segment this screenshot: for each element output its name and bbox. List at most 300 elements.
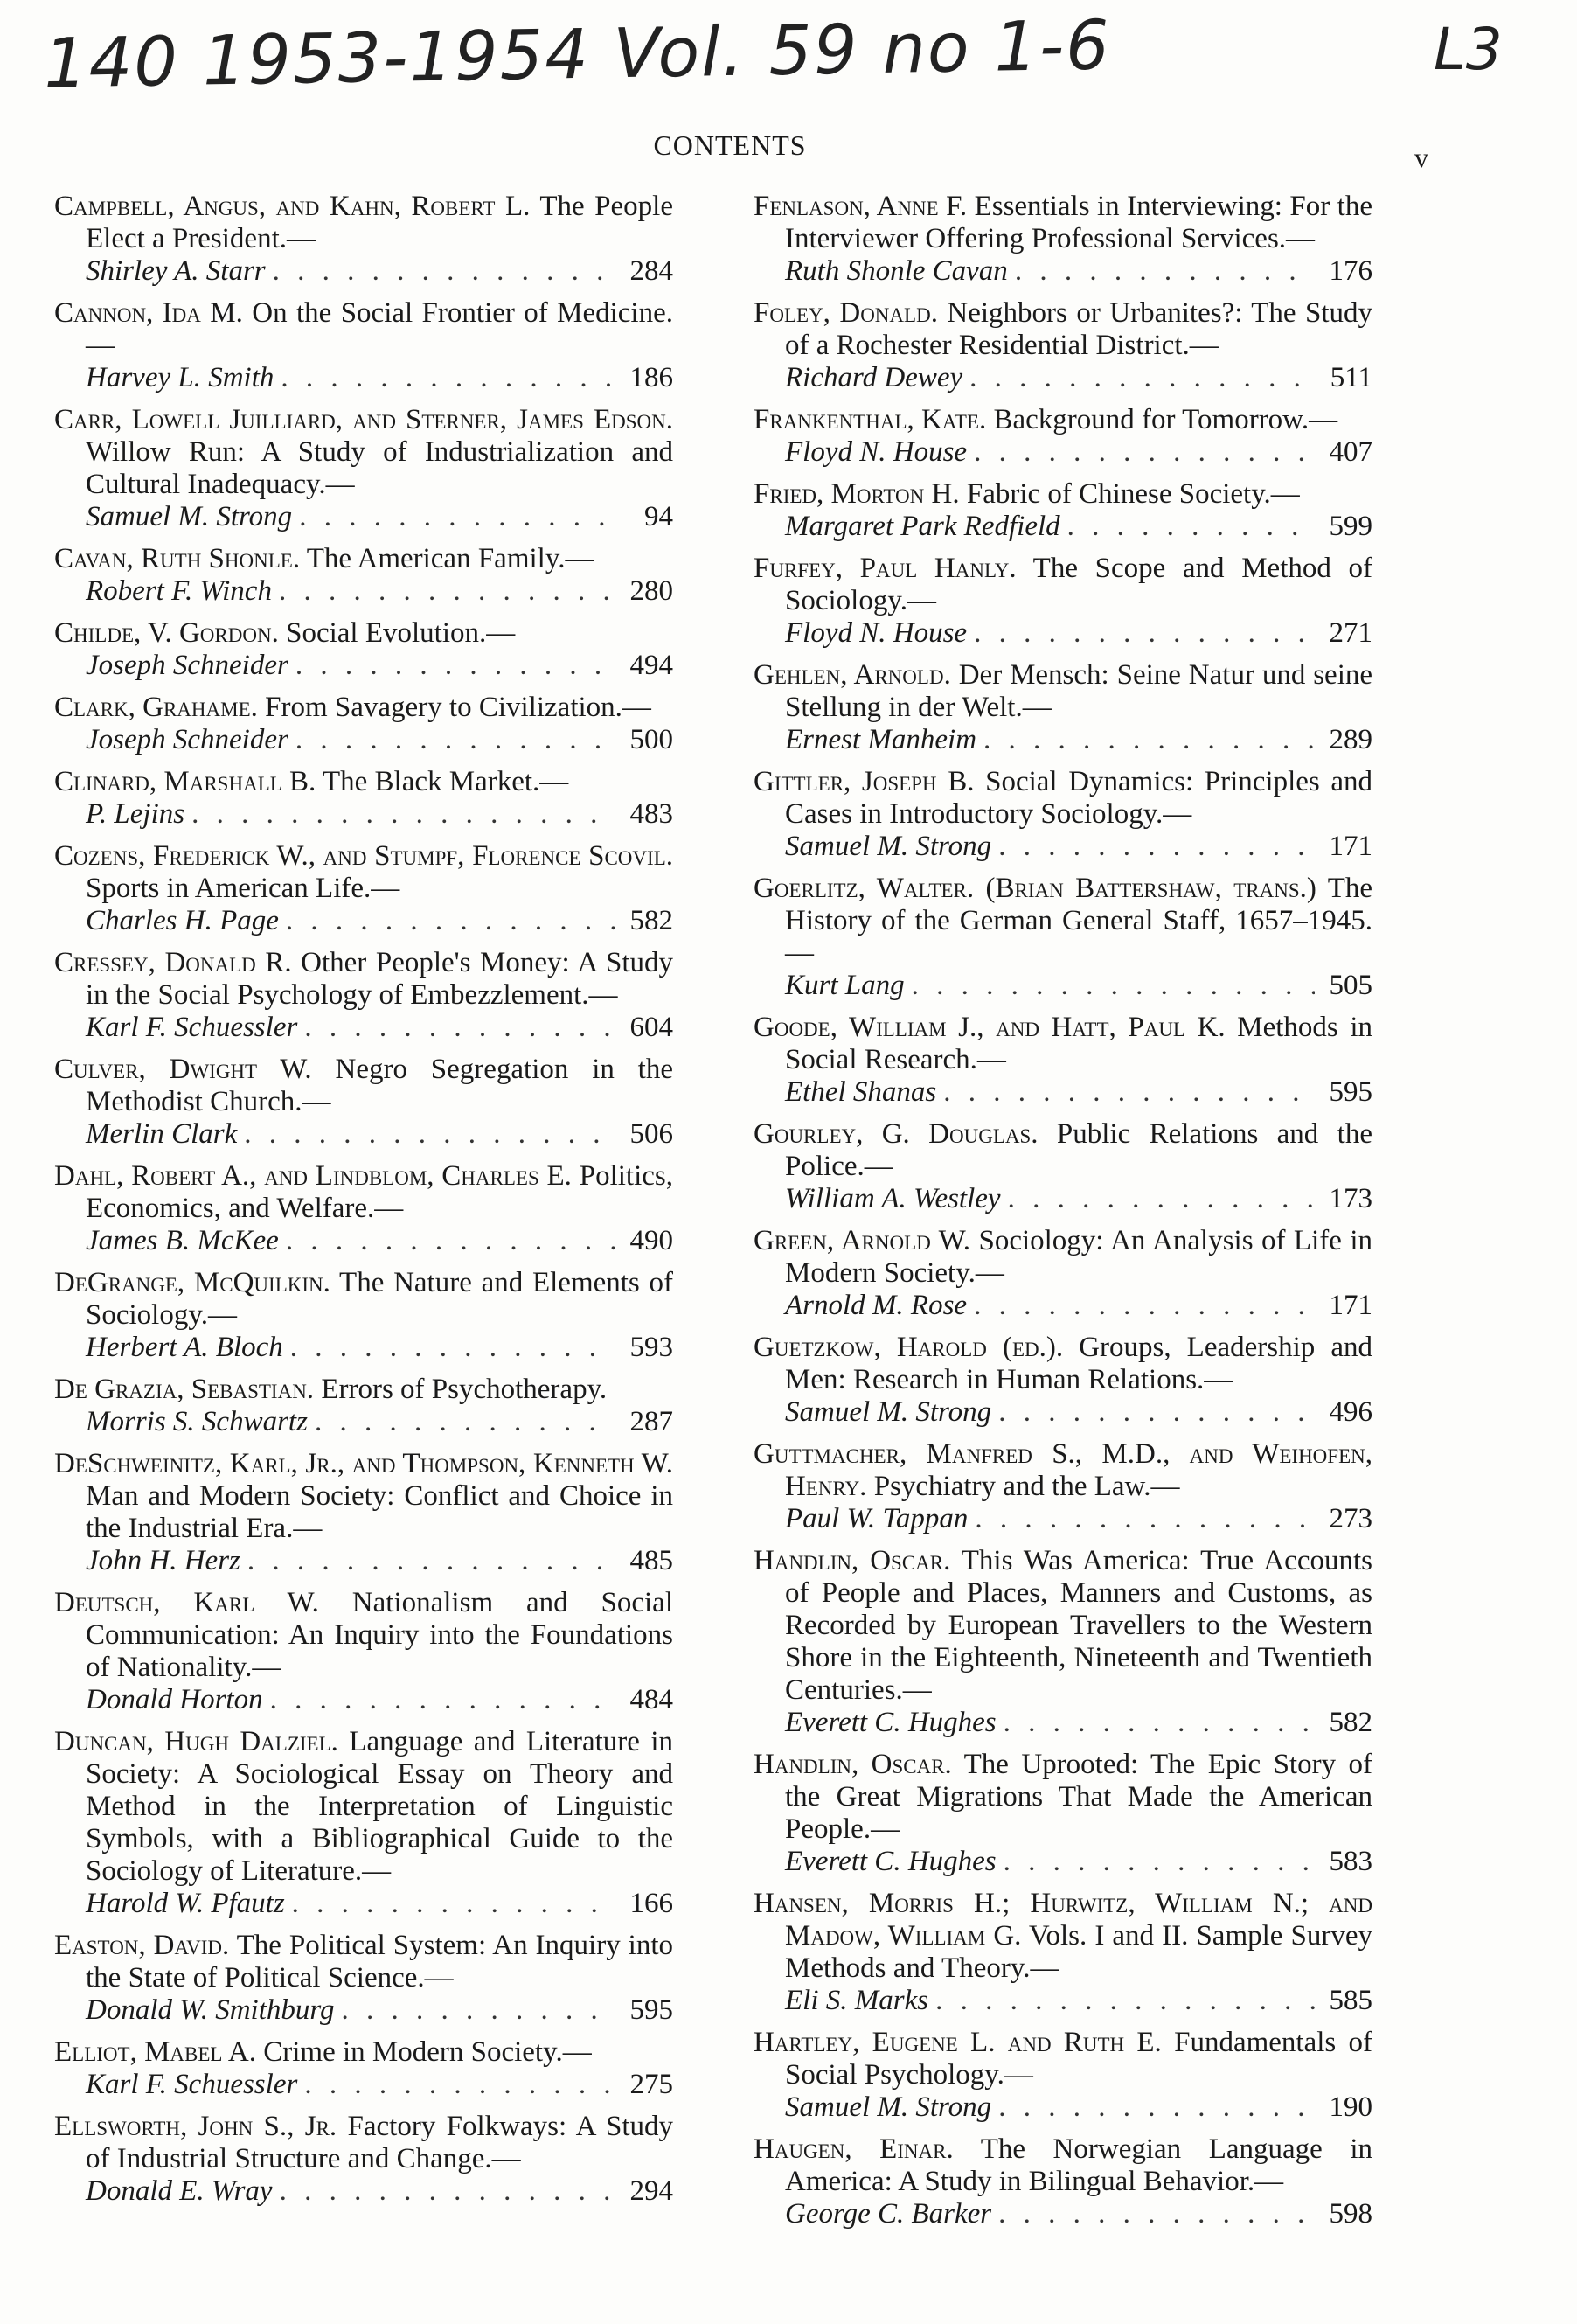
entry-reviewer: Margaret Park Redfield (785, 511, 1060, 542)
entry-reviewer: Donald E. Wray (86, 2175, 273, 2207)
entry-title: The Uprooted: The Epic Story of the Great Migrations That Made the American People.— (785, 1749, 1372, 1845)
entry-text (754, 766, 1372, 831)
entry-author: Culver, Dwight W. (54, 1054, 312, 1085)
leader-dots (342, 1994, 616, 2027)
entry-reviewer: Arnold M. Rose (785, 1290, 968, 1321)
entry-author: Goode, William J., and Hatt, Paul K. (754, 1012, 1226, 1043)
leader-dots (191, 798, 615, 831)
entry-text (54, 1267, 673, 1332)
entry-page-number: 94 (644, 501, 673, 532)
entry-title: The Norwegian Language in America: A Study in Bilingual Behavior.— (785, 2133, 1373, 2197)
leader-dots (281, 362, 615, 394)
entry-author: Hansen, Morris H.; Hurwitz, William N.; and Madow, William G. (754, 1888, 1372, 1952)
entry-author: Clark, Grahame. (54, 692, 258, 723)
entry-reviewer: Merlin Clark (86, 1118, 238, 1150)
entry-text (54, 947, 673, 1012)
entry-title: Factory Folkways: A Study of Industrial Structure and Change.— (86, 2111, 673, 2174)
entry-author: Fenlason, Anne F. (754, 191, 968, 222)
entry-page-number: 505 (1329, 970, 1372, 1001)
entry-reviewer: Donald Horton (86, 1684, 263, 1715)
entry-author: De Grazia, Sebastian. (54, 1374, 315, 1405)
entry-reviewer-row (754, 1290, 1372, 1322)
leader-dots (315, 1406, 615, 1438)
entry-title: Essentials in Interviewing: For the Interviewer Offering Professional Services.— (785, 191, 1372, 254)
entry-reviewer: Floyd N. House (785, 436, 968, 468)
entry-author: Cozens, Frederick W., and Stumpf, Florence Scovil. (54, 840, 673, 872)
entry-text (54, 2036, 673, 2069)
toc-entry (54, 840, 673, 937)
entry-title: Groups, Leadership and Men: Research in Human Relations.— (785, 1332, 1372, 1395)
entry-title: Psychiatry and the Law.— (873, 1471, 1180, 1502)
leader-dots (280, 2175, 615, 2208)
entry-text (54, 1054, 673, 1118)
entry-reviewer-row (754, 970, 1372, 1002)
entry-text (754, 404, 1372, 436)
entry-title: This Was America: True Accounts of People and Places, Manners and Customs, as Recorded by European Travellers to the Western Shore in the Eighteenth, Nineteenth and Twentieth Centuries.— (785, 1545, 1372, 1706)
entry-page-number: 595 (1329, 1076, 1372, 1108)
toc-entry (54, 1374, 673, 1438)
entry-reviewer-row (754, 511, 1372, 543)
entry-title: The People Elect a President.— (86, 191, 673, 254)
toc-entry (754, 478, 1372, 543)
entry-text (54, 1160, 673, 1225)
leader-dots (943, 1076, 1315, 1109)
entry-page-number: 585 (1329, 1985, 1372, 2016)
entry-text (754, 478, 1372, 511)
entry-reviewer-row (754, 1707, 1372, 1739)
entry-title: The American Family.— (306, 543, 594, 574)
entry-reviewer: Joseph Schneider (86, 650, 288, 681)
leader-dots (983, 724, 1315, 756)
toc-entry (54, 2036, 673, 2101)
toc-entry (54, 1587, 673, 1716)
entry-author: Handlin, Oscar. (754, 1545, 951, 1576)
entry-title: Public Relations and the Police.— (785, 1118, 1372, 1182)
entry-text (754, 1888, 1372, 1985)
entry-text (754, 553, 1372, 617)
entry-author: Childe, V. Gordon. (54, 617, 279, 649)
leader-dots (998, 2091, 1315, 2124)
entry-page-number: 494 (629, 650, 673, 681)
leader-dots (270, 1684, 615, 1716)
entry-text (754, 659, 1372, 724)
entry-page-number: 500 (629, 724, 673, 755)
entry-page-number: 506 (629, 1118, 673, 1150)
entry-page-number: 604 (629, 1012, 673, 1043)
entry-page-number: 490 (629, 1225, 673, 1256)
entry-reviewer-row (754, 617, 1372, 650)
entry-reviewer-row (754, 1503, 1372, 1535)
entry-title: Fabric of Chinese Society.— (966, 478, 1300, 510)
leader-dots (998, 1396, 1315, 1429)
entry-reviewer: Shirley A. Starr (86, 255, 266, 287)
entry-page-number: 511 (1330, 362, 1372, 393)
entry-page-number: 595 (629, 1994, 673, 2026)
entry-page-number: 599 (1329, 511, 1372, 542)
entry-reviewer: Samuel M. Strong (86, 501, 293, 532)
entry-text (54, 692, 673, 724)
entry-author: Gourley, G. Douglas. (754, 1118, 1039, 1150)
toc-entry (54, 1267, 673, 1364)
entry-title: Der Mensch: Seine Natur und seine Stellung in der Welt.— (785, 659, 1373, 723)
entry-author: DeGrange, McQuilkin. (54, 1267, 330, 1298)
leader-dots (292, 1888, 615, 1920)
entry-reviewer-row (754, 1846, 1372, 1878)
entry-author: Green, Arnold W. (754, 1225, 971, 1256)
entry-title: From Savagery to Civilization.— (265, 692, 651, 723)
entry-text (754, 1012, 1372, 1076)
entry-reviewer-row (754, 436, 1372, 469)
entry-title: Sociology: An Analysis of Life in Modern Society.— (785, 1225, 1372, 1289)
entry-page-number: 176 (1329, 255, 1372, 287)
toc-entry (754, 191, 1372, 288)
entry-reviewer: Kurt Lang (785, 970, 905, 1001)
entry-reviewer: Karl F. Schuessler (86, 1012, 298, 1043)
entry-page-number: 583 (1329, 1846, 1372, 1877)
entry-title: Sports in American Life.— (86, 873, 400, 904)
entry-title: Vols. I and II. Sample Survey Methods and Theory.— (785, 1920, 1372, 1984)
toc-entry (54, 617, 673, 682)
entry-text (754, 1749, 1372, 1846)
entry-reviewer: Richard Dewey (785, 362, 963, 393)
entry-author: DeSchweinitz, Karl, Jr., and Thompson, Kenneth W. (54, 1448, 673, 1479)
entry-text (54, 766, 673, 798)
entry-reviewer-row (54, 2069, 673, 2101)
entry-text (754, 191, 1372, 255)
entry-reviewer: James B. McKee (86, 1225, 279, 1256)
entry-reviewer: Morris S. Schwartz (86, 1406, 308, 1437)
entry-reviewer: Samuel M. Strong (785, 2091, 992, 2123)
entry-reviewer-row (54, 724, 673, 756)
entry-title: Methods in Social Research.— (785, 1012, 1373, 1075)
leader-dots (1004, 1707, 1315, 1739)
toc-entry (754, 1438, 1372, 1535)
entry-title: Other People's Money: A Study in the Social Psychology of Embezzlement.— (86, 947, 673, 1011)
leader-dots (974, 436, 1315, 469)
leader-dots (286, 905, 615, 937)
entry-reviewer-row (54, 905, 673, 937)
entry-reviewer: Herbert A. Bloch (86, 1332, 283, 1363)
handwritten-note: 140 1953-1954 Vol. 59 no 1-6 (43, 6, 1112, 104)
entry-reviewer: Joseph Schneider (86, 724, 288, 755)
entry-reviewer-row (54, 1012, 673, 1044)
entry-reviewer: Robert F. Winch (86, 575, 272, 607)
leader-dots (969, 362, 1315, 394)
toc-entry (754, 1332, 1372, 1429)
entry-author: Frankenthal, Kate. (754, 404, 987, 435)
entry-reviewer-row (54, 1545, 673, 1577)
entry-title: Neighbors or Urbanites?: The Study of a Rochester Residential District.— (785, 297, 1373, 361)
entry-page-number: 582 (1329, 1707, 1372, 1738)
entry-author: Furfey, Paul Hanly. (754, 553, 1017, 584)
entry-author: Gittler, Joseph B. (754, 766, 975, 797)
entry-reviewer-row (54, 1684, 673, 1716)
entry-page-number: 598 (1329, 2198, 1372, 2230)
entry-text (54, 840, 673, 905)
entry-page-number: 271 (1329, 617, 1372, 649)
entry-page-number: 294 (629, 2175, 673, 2207)
entry-title: Social Evolution.— (286, 617, 516, 649)
entry-text (54, 1930, 673, 1994)
toc-entry (754, 404, 1372, 469)
entry-text (54, 1448, 673, 1545)
entry-author: Dahl, Robert A., and Lindblom, Charles E. (54, 1160, 572, 1192)
entry-page-number: 593 (629, 1332, 673, 1363)
entry-reviewer-row (54, 1888, 673, 1920)
entry-page-number: 287 (629, 1406, 673, 1437)
entry-title: Language and Literature in Society: A Sociological Essay on Theory and Method in the Interpretation of Linguistic Symbols, with a Bibliographical Guide to the Sociology of Literature.— (86, 1726, 674, 1887)
entry-reviewer-row (754, 724, 1372, 756)
entry-reviewer: Samuel M. Strong (785, 1396, 992, 1428)
entry-reviewer: Ruth Shonle Cavan (785, 255, 1008, 287)
entry-title: Fundamentals of Social Psychology.— (785, 2027, 1373, 2091)
entry-author: Cavan, Ruth Shonle. (54, 543, 301, 574)
entry-author: Guetzkow, Harold (ed.). (754, 1332, 1064, 1363)
entry-reviewer: Donald W. Smithburg (86, 1994, 335, 2026)
entry-page-number: 171 (1329, 831, 1372, 862)
toc-entry (54, 947, 673, 1044)
entry-reviewer-row (754, 2091, 1372, 2124)
entry-text (754, 1118, 1372, 1183)
leader-dots (974, 617, 1315, 650)
entry-reviewer: Ethel Shanas (785, 1076, 937, 1108)
entry-reviewer-row (54, 575, 673, 608)
leader-dots (1004, 1846, 1315, 1878)
entry-reviewer: Karl F. Schuessler (86, 2069, 298, 2100)
entry-title: Willow Run: A Study of Industrialization and Cultural Inadequacy.— (86, 436, 673, 500)
entry-title: Errors of Psychotherapy. (321, 1374, 608, 1405)
entry-text (54, 2111, 673, 2175)
entry-reviewer-row (754, 1183, 1372, 1215)
entry-reviewer: Harvey L. Smith (86, 362, 274, 393)
page-title: CONTENTS (653, 129, 807, 161)
leader-dots (304, 1012, 615, 1044)
entry-title: Nationalism and Social Communication: An Inquiry into the Foundations of Nationality.— (86, 1587, 674, 1683)
entry-text (54, 617, 673, 650)
toc-entry (754, 873, 1372, 1002)
entry-reviewer-row (54, 501, 673, 533)
leader-dots (1067, 511, 1315, 543)
entry-text (54, 1587, 673, 1684)
toc-entry (54, 1054, 673, 1151)
entry-author: Easton, David. (54, 1930, 230, 1961)
leader-dots (290, 1332, 615, 1364)
entry-reviewer: Floyd N. House (785, 617, 968, 649)
entry-reviewer-row (754, 362, 1372, 394)
entry-text (754, 1545, 1372, 1707)
entry-text (54, 297, 673, 362)
toc-entry (54, 1930, 673, 2027)
entry-reviewer-row (754, 1396, 1372, 1429)
entry-page-number: 496 (1329, 1396, 1372, 1428)
entry-reviewer: William A. Westley (785, 1183, 1001, 1214)
entry-page-number: 275 (629, 2069, 673, 2100)
right-column (754, 191, 1372, 2240)
leader-dots (974, 1290, 1315, 1322)
entry-title: Politics, Economics, and Welfare.— (86, 1160, 673, 1224)
toc-entry (54, 766, 673, 831)
leader-dots (286, 1225, 615, 1257)
entry-page-number: 407 (1329, 436, 1372, 468)
handwritten-corner-mark: L3 (1434, 16, 1503, 83)
entry-page-number: 289 (1329, 724, 1372, 755)
leader-dots (295, 650, 615, 682)
leader-dots (304, 2069, 615, 2101)
entry-author: Elliot, Mabel A. (54, 2036, 256, 2068)
toc-entry (754, 1749, 1372, 1878)
entry-reviewer-row (754, 2198, 1372, 2230)
entry-page-number: 186 (629, 362, 673, 393)
entry-text (54, 404, 673, 501)
entry-author: Cannon, Ida M. (54, 297, 243, 329)
entry-author: Duncan, Hugh Dalziel. (54, 1726, 338, 1757)
entry-reviewer: John H. Herz (86, 1545, 240, 1576)
entry-author: Ellsworth, John S., Jr. (54, 2111, 337, 2142)
entry-page-number: 484 (629, 1684, 673, 1715)
toc-entry (754, 297, 1372, 394)
toc-entry (54, 692, 673, 756)
entry-text (754, 297, 1372, 362)
entry-author: Carr, Lowell Juilliard, and Sterner, James Edson. (54, 404, 673, 435)
toc-entry (754, 2027, 1372, 2124)
entry-author: Handlin, Oscar. (754, 1749, 952, 1780)
entry-author: Foley, Donald. (754, 297, 938, 329)
entry-title: The Black Market.— (322, 766, 569, 797)
leader-dots (244, 1118, 615, 1151)
entry-page-number: 273 (1329, 1503, 1372, 1534)
entry-title: The History of the German General Staff, 1657–1945.— (785, 873, 1373, 969)
entry-reviewer: Samuel M. Strong (785, 831, 992, 862)
toc-entry (54, 1160, 673, 1257)
toc-entry (54, 1726, 673, 1920)
entry-author: Clinard, Marshall B. (54, 766, 316, 797)
left-column (54, 191, 673, 2217)
toc-entry (54, 2111, 673, 2208)
entry-reviewer-row (54, 1118, 673, 1151)
toc-entry (54, 1448, 673, 1577)
entry-title: Crime in Modern Society.— (263, 2036, 592, 2068)
entry-title: The Nature and Elements of Sociology.— (86, 1267, 673, 1331)
toc-entry (54, 191, 673, 288)
leader-dots (935, 1985, 1315, 2017)
entry-author: Campbell, Angus, and Kahn, Robert L. (54, 191, 531, 222)
entry-reviewer: P. Lejins (86, 798, 185, 830)
entry-reviewer-row (754, 1076, 1372, 1109)
entry-reviewer: Everett C. Hughes (785, 1846, 997, 1877)
entry-title: Background for Tomorrow.— (993, 404, 1338, 435)
toc-entry (754, 1545, 1372, 1739)
entry-reviewer: Charles H. Page (86, 905, 279, 936)
toc-entry (754, 1118, 1372, 1215)
toc-entry (754, 659, 1372, 756)
toc-entry (754, 2133, 1372, 2230)
entry-title: The Political System: An Inquiry into the State of Political Science.— (86, 1930, 673, 1993)
entry-reviewer-row (54, 798, 673, 831)
entry-text (754, 1332, 1372, 1396)
entry-text (54, 1726, 673, 1888)
toc-entry (54, 543, 673, 608)
entry-title: The Scope and Method of Sociology.— (785, 553, 1373, 616)
entry-reviewer-row (54, 362, 673, 394)
entry-reviewer: George C. Barker (785, 2198, 992, 2230)
leader-dots (1015, 255, 1315, 288)
entry-reviewer-row (754, 1985, 1372, 2017)
entry-page-number: 280 (629, 575, 673, 607)
entry-title: Negro Segregation in the Methodist Church.— (86, 1054, 673, 1117)
entry-reviewer: Everett C. Hughes (785, 1707, 997, 1738)
entry-author: Goerlitz, Walter. (Brian Battershaw, trans.) (754, 873, 1316, 904)
entry-text (54, 543, 673, 575)
entry-title: On the Social Frontier of Medicine.— (86, 297, 674, 361)
entry-text (754, 873, 1372, 970)
entry-reviewer-row (54, 255, 673, 288)
page-number: v (1414, 142, 1428, 173)
entry-reviewer-row (54, 1406, 673, 1438)
entry-text (754, 1438, 1372, 1503)
entry-reviewer-row (54, 2175, 673, 2208)
entry-page-number: 485 (629, 1545, 673, 1576)
entry-text (54, 191, 673, 255)
entry-page-number: 190 (1329, 2091, 1372, 2123)
entry-reviewer-row (54, 1994, 673, 2027)
leader-dots (998, 2198, 1315, 2230)
leader-dots (975, 1503, 1315, 1535)
entry-page-number: 171 (1329, 1290, 1372, 1321)
leader-dots (279, 575, 615, 608)
leader-dots (1008, 1183, 1315, 1215)
entry-reviewer: Harold W. Pfautz (86, 1888, 285, 1919)
entry-text (754, 1225, 1372, 1290)
leader-dots (295, 724, 615, 756)
entry-reviewer-row (54, 650, 673, 682)
entry-author: Guttmacher, Manfred S., M.D., and Weihofen, Henry. (754, 1438, 1372, 1502)
entry-author: Deutsch, Karl W. (54, 1587, 319, 1618)
entry-author: Hartley, Eugene L. and Ruth E. (754, 2027, 1162, 2058)
leader-dots (247, 1545, 615, 1577)
entry-reviewer-row (754, 255, 1372, 288)
entry-reviewer: Paul W. Tappan (785, 1503, 969, 1534)
entry-reviewer-row (754, 831, 1372, 863)
entry-title: Social Dynamics: Principles and Cases in Introductory Sociology.— (785, 766, 1373, 830)
entry-reviewer: Ernest Manheim (785, 724, 977, 755)
entry-page-number: 166 (629, 1888, 673, 1919)
entry-page-number: 284 (629, 255, 673, 287)
entry-author: Haugen, Einar. (754, 2133, 954, 2165)
entry-title: Man and Modern Society: Conflict and Choice in the Industrial Era.— (86, 1480, 673, 1544)
entry-text (754, 2133, 1372, 2198)
entry-reviewer-row (54, 1225, 673, 1257)
toc-entry (54, 404, 673, 533)
entry-page-number: 483 (629, 798, 673, 830)
leader-dots (998, 831, 1315, 863)
entry-author: Gehlen, Arnold. (754, 659, 951, 691)
toc-entry (754, 1225, 1372, 1322)
toc-entry (754, 766, 1372, 863)
entry-page-number: 582 (629, 905, 673, 936)
entry-author: Fried, Morton H. (754, 478, 960, 510)
entry-text (54, 1374, 673, 1406)
toc-entry (754, 1888, 1372, 2017)
entry-reviewer: Eli S. Marks (785, 1985, 929, 2016)
leader-dots (273, 255, 615, 288)
entry-text (754, 2027, 1372, 2091)
entry-reviewer-row (54, 1332, 673, 1364)
leader-dots (299, 501, 615, 533)
toc-entry (754, 553, 1372, 650)
leader-dots (912, 970, 1315, 1002)
entry-page-number: 173 (1329, 1183, 1372, 1214)
toc-entry (754, 1012, 1372, 1109)
